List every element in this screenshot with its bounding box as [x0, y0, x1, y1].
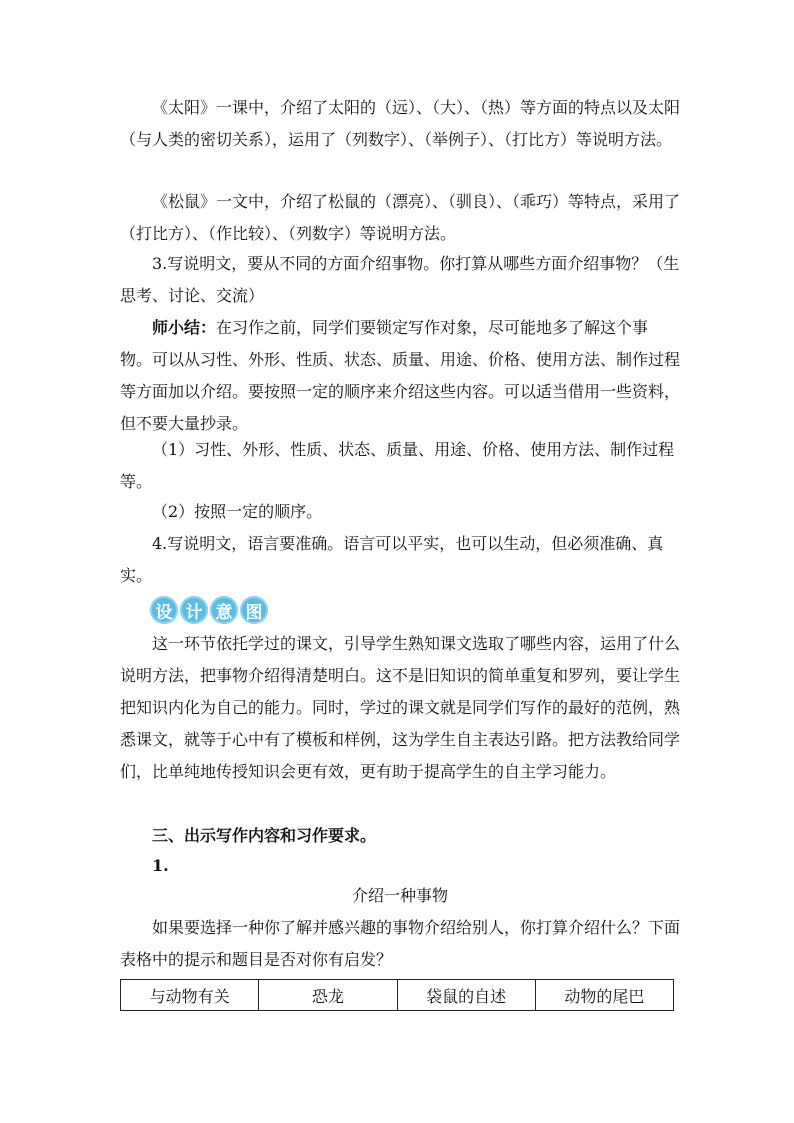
- table-cell: 恐龙: [259, 980, 397, 1011]
- badge-char: 图: [240, 596, 268, 624]
- badge-char: 计: [180, 596, 208, 624]
- section-heading: 三、出示写作内容和习作要求。: [152, 826, 377, 845]
- badge-char: 意: [210, 596, 238, 624]
- table-cell: 动物的尾巴: [535, 980, 673, 1011]
- teacher-summary: [120, 312, 680, 440]
- question-4: 4.写说明文，语言要准确。语言可以平实，也可以生动，但必须准确、真实。: [120, 534, 664, 585]
- list-item-1: （1）习性、外形、性质、状态、质量、用途、价格、使用方法、制作过程等。: [120, 440, 675, 491]
- table-row: [121, 980, 674, 1011]
- list-item-2: （2）按照一定的顺序。: [152, 502, 323, 521]
- question-3: 3.写说明文，要从不同的方面介绍事物。你打算从哪些方面介绍事物？（生思考、讨论、交流）: [120, 254, 680, 305]
- topic-title: 介绍一种事物: [351, 886, 448, 905]
- prompt-paragraph: 如果要选择一种你了解并感兴趣的事物介绍给别人，你打算介绍什么？下面表格中的提示和题目是否对你有启发？: [120, 918, 681, 969]
- summary-label: 师小结：: [152, 318, 217, 337]
- design-intent-text: 这一环节依托学过的课文，引导学生熟知课文选取了哪些内容，运用了什么说明方法，把事物介绍得清楚明白。这不是旧知识的简单重复和罗列，要让学生把知识内化为自己的能力。同时，学过的课文就是同学们写作的最好的范例，熟悉课文，就等于心中有了模板和样例，这为学生自主表达引路。把方法教给同学们，比单纯地传授知识会更有效，更有助于提高学生的自主学习能力。: [120, 634, 681, 781]
- topics-table: [120, 979, 674, 1011]
- paragraph-squirrel: 《松鼠》一文中，介绍了松鼠的（漂亮）、（驯良）、（乖巧）等特点，采用了（打比方）、（作比较）、（列数字）等说明方法。: [120, 192, 681, 243]
- paragraph-sun: 《太阳》一课中，介绍了太阳的（远）、（大）、（热）等方面的特点以及太阳（与人类的密切关系），运用了（列数字）、（举例子）、（打比方）等说明方法。: [120, 98, 681, 149]
- badge-char: 设: [150, 596, 178, 624]
- summary-text: 在习作之前，同学们要锁定写作对象，尽可能地多了解这个事物。可以从习性、外形、性质、状态、质量、用途、价格、使用方法、制作过程等方面加以介绍。要按照一定的顺序来介绍这些内容。可以适当借用一些资料，但不要大量抄录。: [120, 318, 681, 433]
- table-cell: 袋鼠的自述: [397, 980, 535, 1011]
- design-intent-badge: [150, 596, 270, 626]
- item-number: 1.: [152, 856, 169, 875]
- table-cell: 与动物有关: [121, 980, 259, 1011]
